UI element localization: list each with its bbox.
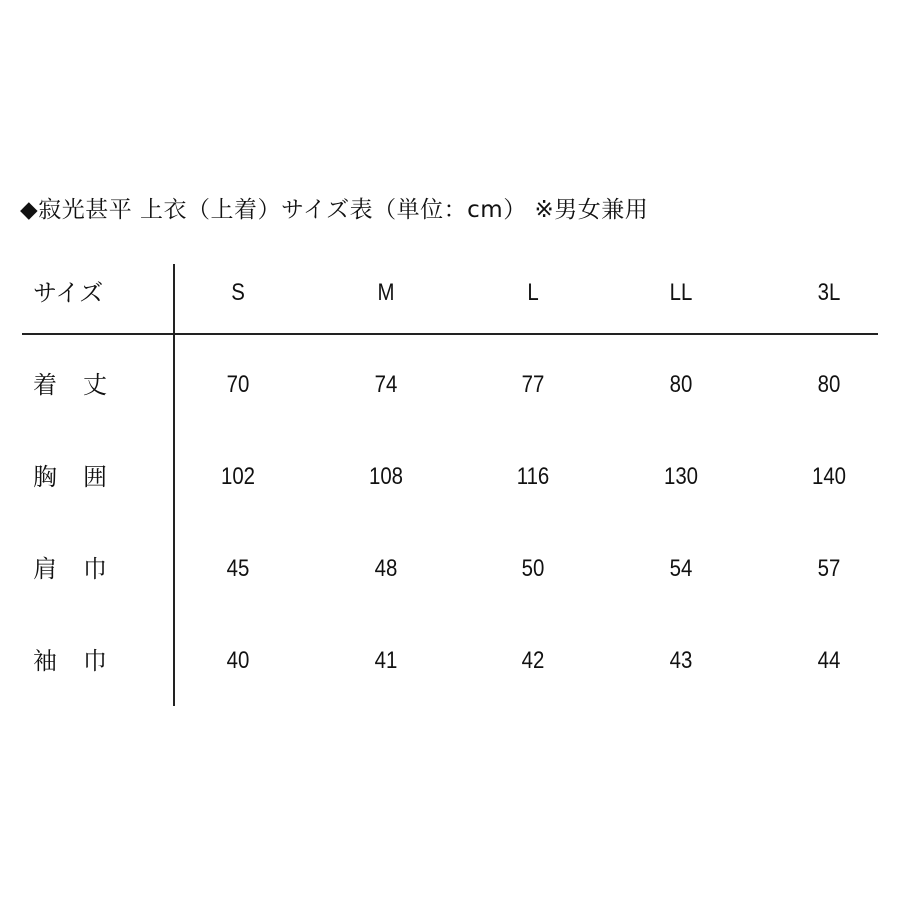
table-cell: 45: [226, 555, 250, 582]
header-divider: [22, 333, 878, 335]
size-header-s: S: [231, 279, 245, 306]
size-header-label: サイズ: [33, 279, 104, 307]
row-label-sleeve: 袖巾: [33, 647, 133, 675]
table-cell: 102: [220, 463, 256, 490]
table-cell: 44: [817, 647, 841, 674]
table-cell: 140: [811, 463, 847, 490]
table-cell: 80: [817, 371, 841, 398]
table-cell: 40: [226, 647, 250, 674]
size-header-ll: LL: [669, 279, 693, 306]
row-label-shoulder: 肩巾: [33, 555, 133, 583]
table-cell: 108: [368, 463, 404, 490]
table-cell: 70: [226, 371, 250, 398]
table-cell: 54: [669, 555, 693, 582]
table-cell: 130: [663, 463, 699, 490]
size-header-3l: 3L: [817, 279, 841, 306]
label-column-divider: [173, 264, 175, 706]
table-cell: 57: [817, 555, 841, 582]
table-cell: 77: [521, 371, 545, 398]
table-cell: 48: [374, 555, 398, 582]
table-cell: 80: [669, 371, 693, 398]
size-chart-title: ◆寂光甚平 上衣（上着）サイズ表（単位：cm） ※男女兼用: [20, 197, 649, 223]
table-cell: 74: [374, 371, 398, 398]
table-cell: 42: [521, 647, 545, 674]
size-header-m: M: [377, 279, 395, 306]
table-cell: 116: [516, 463, 550, 490]
row-label-chest: 胸囲: [33, 463, 133, 491]
table-cell: 43: [669, 647, 693, 674]
size-header-l: L: [527, 279, 539, 306]
table-cell: 50: [521, 555, 545, 582]
row-label-length: 着丈: [33, 371, 133, 399]
table-cell: 41: [374, 647, 398, 674]
